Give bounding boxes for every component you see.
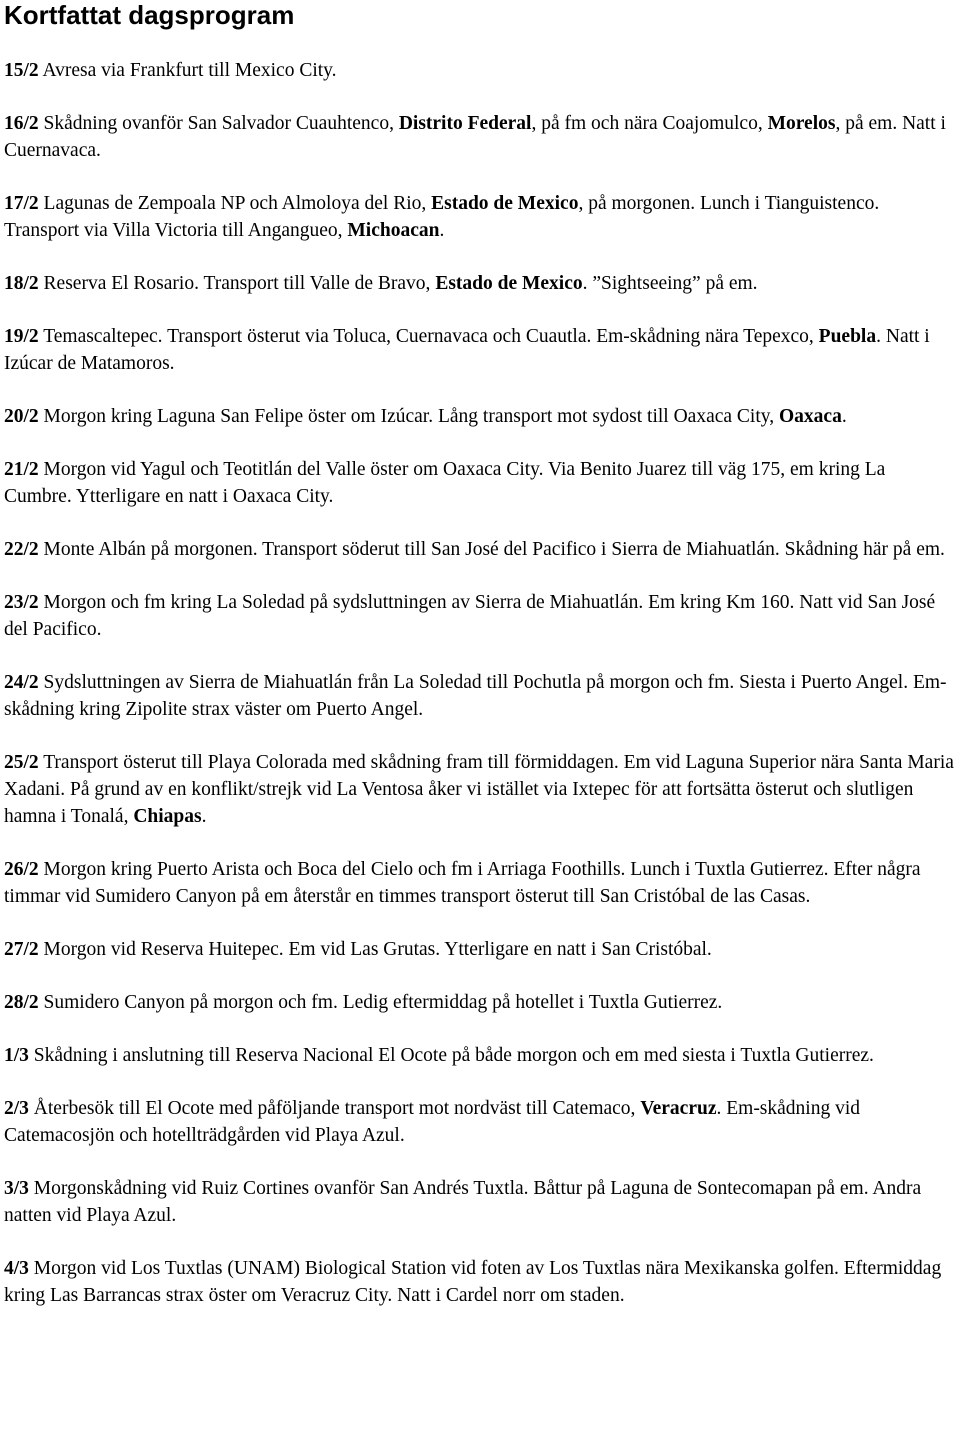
day-date: 18/2 — [4, 273, 39, 294]
day-date: 17/2 — [4, 193, 39, 214]
region-name: Chiapas — [133, 806, 202, 827]
day-text: Sydsluttningen av Sierra de Miahuatlán från La Soledad till Pochutla på morgon och fm. Siesta i Puerto Angel. Em-skådning kring Zipolite strax väster om Puerto Angel. — [4, 672, 947, 720]
day-date: 22/2 — [4, 539, 39, 560]
day-date: 26/2 — [4, 859, 39, 880]
day-date: 15/2 — [4, 60, 39, 81]
day-text: . Em-skådning vid Catemacosjön och hotellträdgården vid Playa Azul. — [4, 1098, 861, 1146]
day-date: 4/3 — [4, 1258, 29, 1279]
day-date: 3/3 — [4, 1178, 29, 1199]
day-program-list — [4, 57, 956, 1309]
document-title: Kortfattat dagsprogram — [4, 0, 295, 30]
day-date: 1/3 — [4, 1045, 29, 1066]
day-date: 24/2 — [4, 672, 39, 693]
day-entry — [4, 1255, 956, 1309]
day-entry — [4, 323, 956, 377]
region-name: Oaxaca — [779, 406, 842, 427]
region-name: Puebla — [818, 326, 877, 347]
day-text: . — [841, 406, 847, 427]
day-text: , på fm och nära Coajomulco, — [531, 113, 768, 134]
day-entry — [4, 749, 956, 830]
region-name: Estado de Mexico — [431, 193, 579, 214]
day-text: Morgonskådning vid Ruiz Cortines ovanför San Andrés Tuxtla. Båttur på Laguna de Sontecomapan på em. Andra natten vid Playa Azul. — [4, 1178, 922, 1226]
day-text: , på morgonen. Lunch i Tianguistenco. Transport via Villa Victoria till Angangueo, — [4, 193, 880, 241]
day-entry — [4, 856, 956, 910]
day-text: Morgon kring Laguna San Felipe öster om Izúcar. Lång transport mot sydost till Oaxaca City, — [38, 406, 779, 427]
day-entry — [4, 110, 956, 164]
day-text: Skådning i anslutning till Reserva Nacional El Ocote på både morgon och em med siesta i Tuxtla Gutierrez. — [28, 1045, 874, 1066]
day-date: 25/2 — [4, 752, 39, 773]
day-text: Morgon och fm kring La Soledad på sydsluttningen av Sierra de Miahuatlán. Em kring Km 160. Natt vid San José del Pacifico. — [4, 592, 936, 640]
day-text: Avresa via Frankfurt till Mexico City. — [38, 60, 337, 81]
day-date: 21/2 — [4, 459, 39, 480]
day-date: 28/2 — [4, 992, 39, 1013]
day-entry — [4, 190, 956, 244]
day-text: Transport österut till Playa Colorada med skådning fram till förmiddagen. Em vid Laguna Superior nära Santa Maria Xadani. På grund av en konflikt/strejk vid La Ventosa åker vi istället via Ixtepec för att fortsätta österut och slutligen hamna i Tonalá, — [4, 752, 954, 827]
day-date: 16/2 — [4, 113, 39, 134]
day-text: Morgon vid Los Tuxtlas (UNAM) Biological Station vid foten av Los Tuxtlas nära Mexikanska golfen. Eftermiddag kring Las Barrancas strax öster om Veracruz City. Natt i Cardel norr om staden. — [4, 1258, 942, 1306]
region-name: Distrito Federal — [398, 113, 532, 134]
region-name: Morelos — [767, 113, 836, 134]
day-text: Sumidero Canyon på morgon och fm. Ledig eftermiddag på hotellet i Tuxtla Gutierrez. — [38, 992, 723, 1013]
day-entry — [4, 536, 956, 563]
day-date: 20/2 — [4, 406, 39, 427]
day-entry — [4, 403, 956, 430]
day-text: Monte Albán på morgonen. Transport söderut till San José del Pacifico i Sierra de Miahuatlán. Skådning här på em. — [38, 539, 945, 560]
day-text: Skådning ovanför San Salvador Cuauhtenco, — [38, 113, 399, 134]
day-entry — [4, 1175, 956, 1229]
day-text: , på em. Natt i Cuernavaca. — [4, 113, 946, 161]
day-text: . Natt i Izúcar de Matamoros. — [4, 326, 930, 374]
day-entry — [4, 1042, 956, 1069]
day-text: Lagunas de Zempoala NP och Almoloya del Rio, — [38, 193, 432, 214]
day-text: Temascaltepec. Transport österut via Toluca, Cuernavaca och Cuautla. Em-skådning nära Tepexco, — [38, 326, 819, 347]
day-date: 27/2 — [4, 939, 39, 960]
day-date: 2/3 — [4, 1098, 29, 1119]
day-entry — [4, 936, 956, 963]
day-text: Morgon vid Reserva Huitepec. Em vid Las Grutas. Ytterligare en natt i San Cristóbal. — [38, 939, 712, 960]
region-name: Michoacan — [347, 220, 440, 241]
day-entry — [4, 589, 956, 643]
document-page — [4, 0, 956, 1335]
day-text: . — [439, 220, 445, 241]
region-name: Estado de Mexico — [435, 273, 583, 294]
day-text: Reserva El Rosario. Transport till Valle de Bravo, — [38, 273, 436, 294]
day-text: Återbesök till El Ocote med påföljande transport mot nordväst till Catemaco, — [28, 1098, 641, 1119]
day-text: Morgon kring Puerto Arista och Boca del Cielo och fm i Arriaga Foothills. Lunch i Tuxtla Gutierrez. Efter några timmar vid Sumidero Canyon på em återstår en timmes transport österut till San Cristóbal de las Casas. — [4, 859, 921, 907]
day-entry — [4, 270, 956, 297]
day-entry — [4, 1095, 956, 1149]
day-date: 19/2 — [4, 326, 39, 347]
day-entry — [4, 669, 956, 723]
day-entry — [4, 989, 956, 1016]
day-text: Morgon vid Yagul och Teotitlán del Valle öster om Oaxaca City. Via Benito Juarez till väg 175, em kring La Cumbre. Ytterligare en natt i Oaxaca City. — [4, 459, 886, 507]
region-name: Veracruz — [640, 1098, 717, 1119]
day-entry — [4, 456, 956, 510]
day-entry — [4, 57, 956, 84]
day-date: 23/2 — [4, 592, 39, 613]
day-text: . ”Sightseeing” på em. — [582, 273, 758, 294]
day-text: . — [201, 806, 207, 827]
